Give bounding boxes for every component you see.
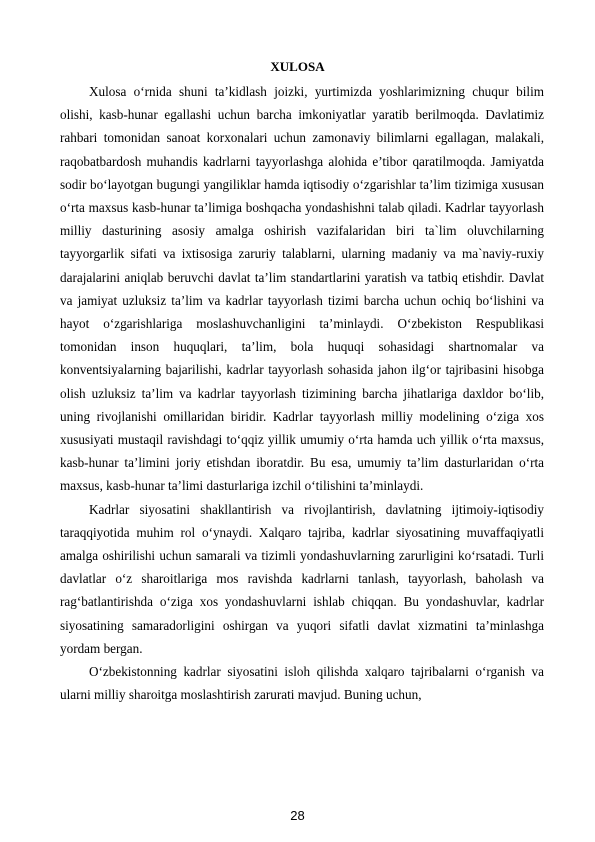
page-title: XULOSA — [270, 59, 325, 74]
paragraph-2: Kadrlar siyosatini shakllantirish va rivojlantirish, davlatning ijtimoiy-iqtisodiy taraqqiyotida muhim rol o‘ynaydi. Xalqaro tajriba, kadrlar siyosatining muvaffaqiyatli amalga oshirilishi uchun samarali va tizimli yondashuvlarning zarurligini ko‘rsatadi. Turli davlatlar o‘z sharoitlariga mos ravishda kadrlarni tanlash, tayyorlash, baholash va rag‘batlantirishda o‘ziga xos yondashuvlarni ishlab chiqqan. Bu yondashuvlar, kadrlar siyosatining samaradorligini oshirgan va yuqori sifatli davlat xizmatini ta’minlashga yordam bergan. — [60, 501, 544, 656]
page-number: 28 — [290, 808, 305, 823]
body-text — [60, 80, 544, 706]
paragraph-1: Xulosa o‘rnida shuni ta’kidlash joizki, yurtimizda yoshlarimizning chuqur bilim olishi, kasb-hunar egallashi uchun barcha imkoniyatlar yaratib berilmoqda. Davlatimiz rahbari tomonidan sanoat korxonalari uchun zamonaviy bilimlarni egallagan, malakali, raqobatbardosh muhandis kadrlarni tayyorlashga alohida e’tibor qaratilmoqda. Jamiyatda sodir bo‘layotgan bugungi yangiliklar hamda iqtisodiy o‘zgarishlar ta’lim tizimiga xususan o‘rta maxsus kasb-hunar ta’limiga boshqacha yondashishni talab qiladi. Kadrlar tayyorlash milliy dasturining asosiy amalga oshirish vazifalaridan biri ta`lim oluvchilarning tayyorgarlik sifati va ixtisosiga zaruriy talablarni, ularning madaniy va ma`naviy-ruxiy darajalarini aniqlab beruvchi davlat ta’lim standartlarini yaratish va tatbiq etishdir. Davlat va jamiyat uzluksiz ta’lim va kadrlar tayyorlash tizimi barcha uchun ochiq bo‘lishini va hayot o‘zgarishlariga moslashuvchanligini ta’minlaydi. O‘zbekiston Respublikasi tomonidan inson huquqlari, ta’lim, bola huquqi sohasidagi shartnomalar va konventsiyalarning bajarilishi, kadrlar tayyorlash sohasida jahon ilg‘or tajribasini hisobga olish uzluksiz ta’lim va kadrlar tayyorlash tizimining barcha jihatlariga daxldor bo‘lib, uning rivojlanishi omillaridan biridir. Kadrlar tayyorlash milliy modelining o‘ziga xos xususiyati mustaqil ravishdagi to‘qqiz yillik umumiy o‘rta hamda uch yillik o‘rta maxsus, kasb-hunar ta’limini joriy etishdan iboratdir. Bu esa, umumiy ta’lim dasturlaridan o‘rta maxsus, kasb-hunar ta’limi dasturlariga izchil o‘tilishini ta’minlaydi. — [60, 84, 544, 494]
paragraph-3: O‘zbekistonning kadrlar siyosatini isloh qilishda xalqaro tajribalarni o‘rganish va ularni milliy sharoitga moslashtirish zarurati mavjud. Buning uchun, — [60, 664, 544, 703]
